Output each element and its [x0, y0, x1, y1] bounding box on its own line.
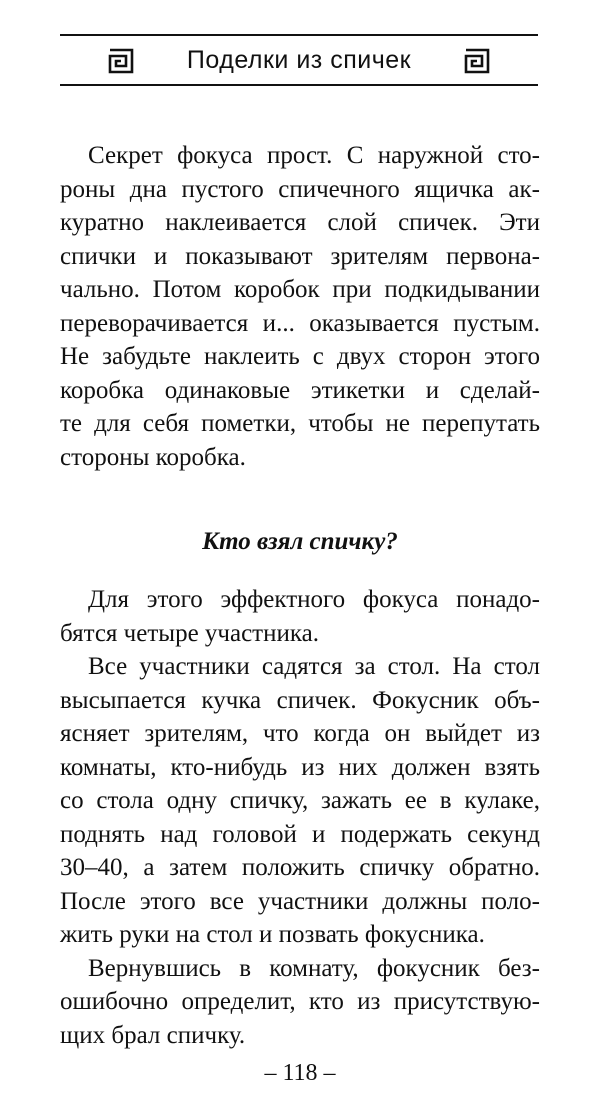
text-line: Все участники садятся за стол. На стол — [88, 653, 540, 680]
text-line: переворачивается и... оказывается пустым. — [60, 309, 540, 337]
text-line: со стола одну спичку, зажать ее в кулаке, — [60, 787, 540, 814]
greek-key-icon — [464, 48, 490, 74]
running-header — [60, 34, 538, 86]
text-line: Не забудьте наклеить с двух сторон этого — [60, 343, 540, 370]
paragraph-1 — [60, 139, 540, 474]
paragraph-2 — [60, 583, 540, 1052]
text-line: комнаты, кто-нибудь из них должен взять — [60, 753, 540, 781]
section-heading: Кто взял спичку? — [202, 528, 398, 555]
text-line: Вернувшись в комнату, фокусник без- — [88, 954, 540, 982]
text-line: чально. Потом коробок при подкидывании — [60, 276, 540, 303]
text-line: поднять над головой и подержать секунд — [60, 820, 540, 848]
text-line: спички и показывают зрителям первона- — [60, 242, 540, 270]
text-line: стороны коробка. — [60, 443, 246, 471]
text-line: Для этого эффектного фокуса понадо- — [88, 586, 540, 613]
page-number: – 118 – — [264, 1060, 336, 1086]
text-line: Секрет фокуса прост. С наружной сто- — [88, 142, 540, 169]
text-line: щих брал спичку. — [60, 1021, 246, 1049]
text-line: высыпается кучка спичек. Фокусник объ- — [60, 686, 540, 714]
text-line: ошибочно определит, кто из присутствую- — [60, 988, 540, 1015]
text-line: жить руки на стол и позвать фокусника. — [60, 921, 485, 948]
text-line: коробка одинаковые этикетки и сделай- — [60, 376, 540, 404]
text-line: ясняет зрителям, что когда он выйдет из — [60, 720, 540, 747]
text-line: те для себя пометки, чтобы не перепутать — [60, 410, 540, 437]
text-line: куратно наклеивается слой спичек. Эти — [60, 209, 540, 236]
text-line: бятся четыре участника. — [60, 619, 319, 647]
text-line: роны дна пустого спичечного ящичка ак- — [60, 175, 540, 203]
text-line: 30–40, а затем положить спичку обратно. — [60, 854, 540, 881]
header-title: Поделки из спичек — [186, 45, 412, 74]
text-line: После этого все участники должны поло- — [60, 887, 540, 915]
